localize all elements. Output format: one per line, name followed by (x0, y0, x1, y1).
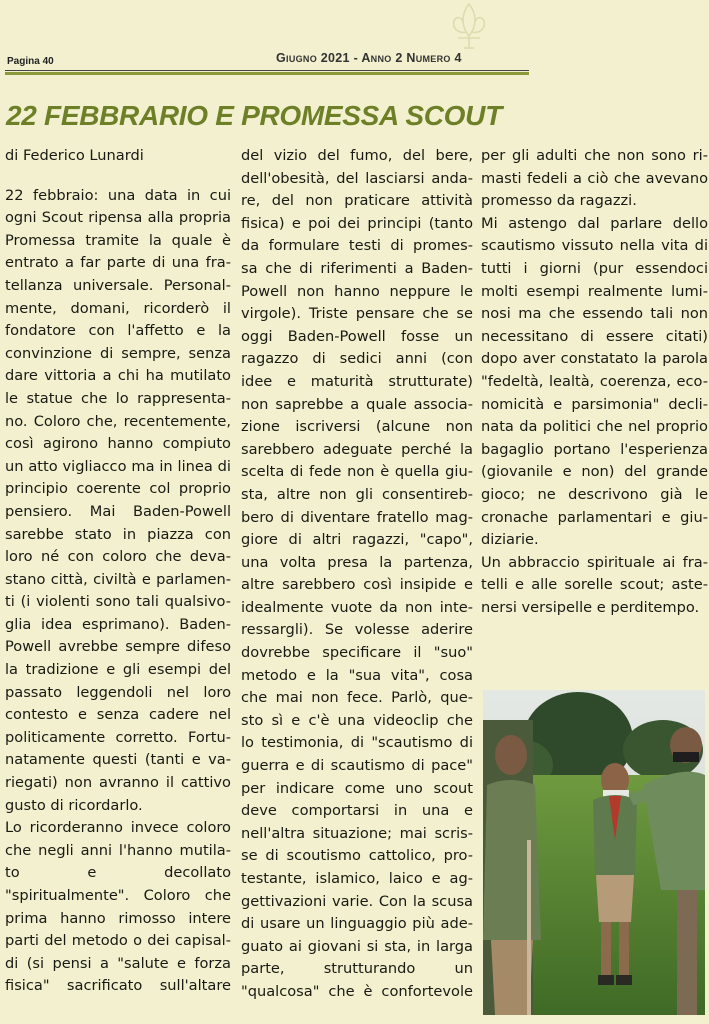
text-line: telli e alle sorelle scout; aste- (481, 576, 708, 594)
text-line: "fedeltà, lealtà, coerenza, eco- (481, 372, 708, 390)
text-line: tellanza universale. Personal- (5, 276, 231, 294)
text-line: sa che di riferimenti a Baden- (241, 259, 473, 277)
text-line: nomicità e parsimonia" decli- (481, 395, 708, 413)
text-line: dovrebbe specificare il "suo" (241, 644, 473, 662)
text-line: zione iscriversi (alcune non (241, 418, 473, 436)
text-line: dopo aver constatato la parola (481, 350, 708, 368)
text-line: guato ai giovani si sta, in larga (241, 937, 473, 955)
text-line: nersi versipelle e perditempo. (481, 598, 700, 616)
text-line: metodo e la "sua vita", cosa (241, 666, 473, 684)
text-line: che mai non fece. Parlò, que- (241, 689, 473, 707)
text-line: lo testimonia, di "scautismo di (241, 734, 473, 752)
text-line: stano città, civiltà e parlamen- (5, 570, 231, 588)
text-line: politicamente corretto. Fortu- (5, 728, 231, 746)
text-line: gusto di ricordarlo. (5, 796, 143, 814)
text-line: bagaglio portano l'esperienza (481, 440, 708, 458)
text-line: diziarie. (481, 531, 539, 549)
text-line: le statue che lo rappresenta- (5, 389, 231, 407)
text-line: nata da politici che nel proprio (481, 418, 708, 436)
text-line: un atto vigliacco ma in linea di (5, 457, 231, 475)
text-line: (giovanile e non) del grande (481, 463, 708, 481)
text-line: passato leggendoli nel loro (5, 683, 231, 701)
text-line: sarebbe stato in piazza con (5, 525, 231, 543)
scout-promise-photo (483, 690, 705, 1015)
text-line: altre sarebbero così insipide e (241, 576, 473, 594)
text-line: sarebbero adeguate perché la (241, 440, 473, 458)
text-line: del vizio del fumo, del bere, (241, 147, 473, 164)
text-line: natamente questi (tanti e va- (5, 751, 231, 769)
text-line: gioco; ne descrivono già le (481, 485, 708, 503)
text-line: fondatore con l'affetto e la (5, 322, 231, 340)
text-line: testante, islamico, laico e ag- (241, 870, 473, 887)
paragraph-gap (5, 168, 231, 185)
header-rule (5, 70, 529, 71)
text-line: così agirono hanno compiuto (5, 435, 231, 453)
text-line: riegati) non avranno il cattivo (5, 774, 231, 792)
text-line: loro né con coloro che deva- (5, 548, 231, 566)
text-line: nosi ma che essendo tali non (481, 305, 708, 323)
text-line: per gli adulti che non sono ri- (481, 147, 708, 164)
text-line: to e decollato (5, 864, 231, 882)
text-line: deve comportarsi in una e (241, 802, 473, 820)
text-line: bero di diventare fratello mag- (241, 508, 473, 526)
article-column-2 (241, 145, 473, 1004)
text-line: no. Coloro che, recentemente, (5, 412, 231, 430)
text-line: idee e maturità strutturate) (241, 372, 473, 390)
header-accent-rule (5, 72, 529, 75)
text-line: masti fedeli a ciò che avevano (481, 169, 708, 187)
text-line: "spiritualmente". Coloro che (5, 887, 231, 904)
text-line: giore di altri ragazzi, "capo", (241, 531, 473, 549)
page-number: Pagina 40 (7, 56, 54, 67)
fleur-de-lis-icon (448, 2, 490, 50)
text-line: contesto e senza cadere nel (5, 706, 231, 724)
text-line: tutti i giorni (pur essendoci (481, 259, 708, 277)
text-line: una volta presa la partenza, (241, 553, 473, 571)
text-line: entrato a far parte di una fra- (5, 254, 231, 272)
article-title: 22 FEBBRARIO E PROMESSA SCOUT (6, 100, 502, 131)
text-line: da formulare testi di promes- (241, 237, 473, 255)
text-line: di usare un linguaggio più ade- (241, 915, 473, 933)
text-line: Promessa tramite la quale è (5, 231, 231, 249)
issue-line (276, 51, 462, 65)
text-line: Lo ricorderanno invece coloro (5, 819, 231, 837)
text-line: 22 febbraio: una data in cui (5, 186, 231, 204)
text-line: parte, strutturando un (241, 960, 473, 978)
text-line: convinzione di sempre, senza (5, 344, 231, 362)
text-line: oggi Baden-Powell fosse un (241, 327, 473, 345)
text-line: ti (i violenti sono tali qualsivo- (5, 593, 231, 611)
text-line: se di scoutismo cattolico, pro- (241, 847, 473, 865)
text-line: per indicare come uno scout (241, 779, 473, 797)
text-line: guerra e di scautismo di pace" (241, 757, 473, 775)
byline: di Federico Lunardi (5, 147, 144, 164)
page-header (0, 0, 709, 80)
text-line: fisica" sacrificato sull'altare (5, 977, 231, 995)
text-line: prima hanno rimosso intere (5, 909, 231, 927)
text-line: ragazzo di sedici anni (con (241, 350, 473, 368)
issue-text: Giugno 2021 - Anno 2 Numero 4 (276, 51, 462, 65)
text-line: sta, altre non gli consentireb- (241, 485, 473, 503)
text-line: dare vittoria a chi ha mutilato (5, 367, 231, 385)
text-line: dell'obesità, del lasciarsi anda- (241, 169, 473, 187)
text-line: parti del metodo o dei capisal- (5, 932, 231, 950)
text-line: non saprebbe a quale associa- (241, 395, 473, 413)
text-line: "qualcosa" che è confortevole (241, 982, 473, 1000)
text-line: ogni Scout ripensa alla propria (5, 209, 231, 227)
text-line: fisica) e poi dei principi (tanto (241, 214, 473, 232)
text-line: di (si pensi a "salute e forza (5, 954, 231, 972)
text-line: promesso da ragazzi. (481, 192, 637, 210)
text-line: glia idea esprimano). Baden- (5, 615, 231, 633)
text-line: la tradizione e gli esempi del (5, 661, 231, 679)
text-line: scelta di fede non è quella giu- (241, 463, 473, 481)
text-line: nell'altra situazione; mai scris- (241, 824, 473, 842)
text-line: scautismo vissuto nella vita di (481, 237, 708, 255)
text-line: molti esempi realmente lumi- (481, 282, 708, 300)
text-line: re, del non praticare attività (241, 192, 473, 210)
text-line: che negli anni l'hanno mutila- (5, 841, 231, 859)
text-line: sto sì e c'è una videoclip che (241, 711, 473, 729)
text-line: virgole). Triste pensare che se (241, 305, 473, 323)
column-1-lines (5, 185, 231, 998)
text-line: Powell non hanno neppure le (241, 282, 473, 300)
text-line: ressargli). Se volesse aderire (241, 621, 473, 639)
text-line: Mi astengo dal parlare dello (481, 214, 708, 232)
text-line: mente, domani, ricorderò il (5, 299, 231, 317)
text-line: Powell avrebbe sempre difeso (5, 638, 231, 656)
text-line: cronache parlamentari e giu- (481, 508, 708, 526)
article-column-1 (5, 145, 231, 998)
text-line: Un abbraccio spirituale ai fra- (481, 553, 708, 571)
article-column-3 (481, 145, 708, 619)
text-line: necessitano di essere citati) (481, 327, 708, 345)
text-line: idealmente vuote da non inte- (241, 598, 473, 616)
text-line: gettivazioni varie. Con la scusa (241, 892, 473, 910)
text-line: pensiero. Mai Baden-Powell (5, 502, 231, 520)
text-line: principio coerente col proprio (5, 480, 231, 498)
